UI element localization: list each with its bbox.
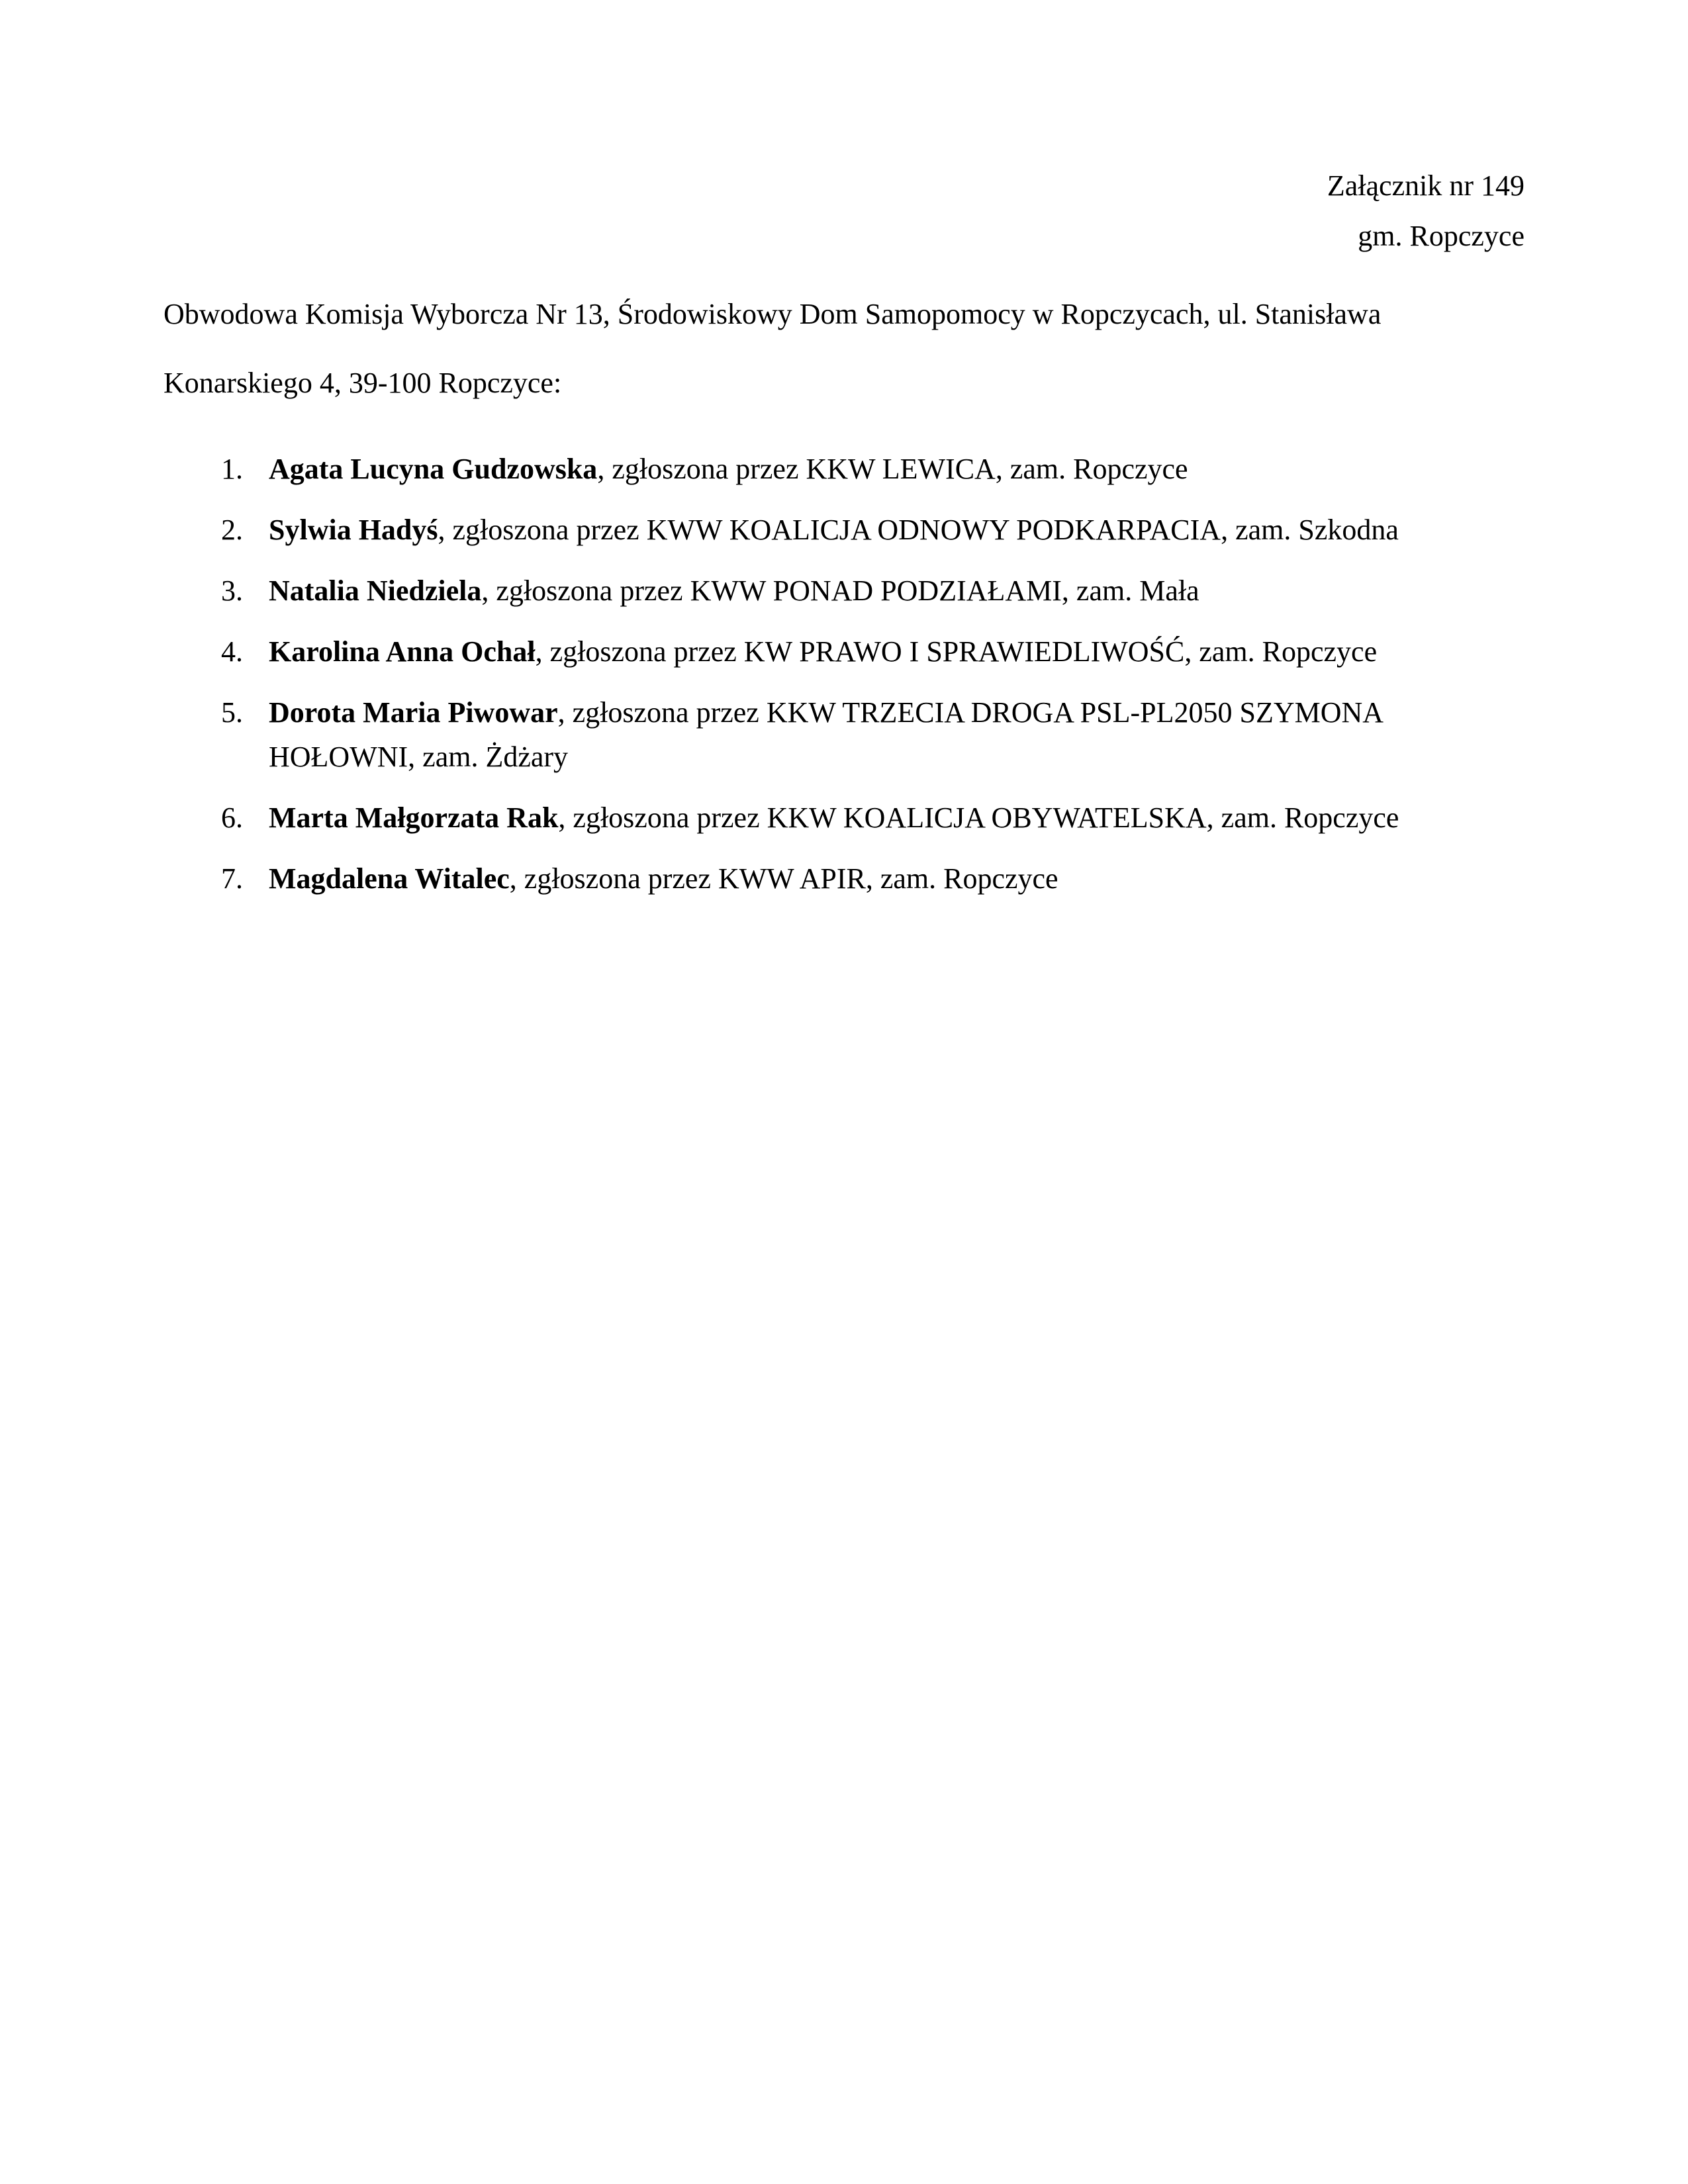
member-details: , zgłoszona przez KWW APIR, zam. Ropczyce	[509, 862, 1058, 895]
member-name: Dorota Maria Piwowar	[269, 696, 558, 729]
member-name: Agata Lucyna Gudzowska	[269, 453, 598, 485]
member-name: Magdalena Witalec	[269, 862, 510, 895]
member-details: , zgłoszona przez KKW LEWICA, zam. Ropczyce	[597, 453, 1188, 485]
list-item-number: 6.	[221, 801, 243, 834]
attachment-number: Załącznik nr 149	[1327, 169, 1524, 202]
member-details: , zgłoszona przez KW PRAWO I SPRAWIEDLIWOŚĆ, zam. Ropczyce	[535, 635, 1378, 668]
list-item	[164, 856, 1527, 901]
list-item	[164, 690, 1527, 779]
list-item-number: 7.	[221, 862, 243, 895]
member-name: Natalia Niedziela	[269, 574, 482, 607]
member-details: , zgłoszona przez KWW KOALICJA ODNOWY PODKARPACIA, zam. Szkodna	[438, 514, 1399, 546]
list-item-number: 3.	[221, 574, 243, 607]
list-item	[164, 447, 1527, 491]
municipality-name: gm. Ropczyce	[1358, 220, 1524, 252]
list-item-number: 1.	[221, 453, 243, 485]
list-item	[164, 796, 1527, 840]
member-details: , zgłoszona przez KKW TRZECIA DROGA PSL-PL2050 SZYMONA HOŁOWNI, zam. Żdżary	[269, 696, 1382, 773]
attachment-header	[1061, 161, 1524, 261]
list-item-number: 4.	[221, 635, 243, 668]
member-name: Sylwia Hadyś	[269, 514, 438, 546]
commission-description: Obwodowa Komisja Wyborcza Nr 13, Środowiskowy Dom Samopomocy w Ropczycach, ul. Stanisława Konarskiego 4, 39-100 Ropczyce:	[164, 298, 1382, 399]
list-item	[164, 569, 1527, 613]
member-details: , zgłoszona przez KWW PONAD PODZIAŁAMI, zam. Mała	[481, 574, 1199, 607]
list-item-number: 2.	[221, 514, 243, 546]
commission-members-list	[164, 447, 1527, 917]
member-details: , zgłoszona przez KKW KOALICJA OBYWATELSKA, zam. Ropczyce	[558, 801, 1399, 834]
list-item-number: 5.	[221, 696, 243, 729]
list-item	[164, 629, 1527, 674]
member-name: Marta Małgorzata Rak	[269, 801, 559, 834]
list-item	[164, 508, 1527, 552]
member-name: Karolina Anna Ochał	[269, 635, 536, 668]
